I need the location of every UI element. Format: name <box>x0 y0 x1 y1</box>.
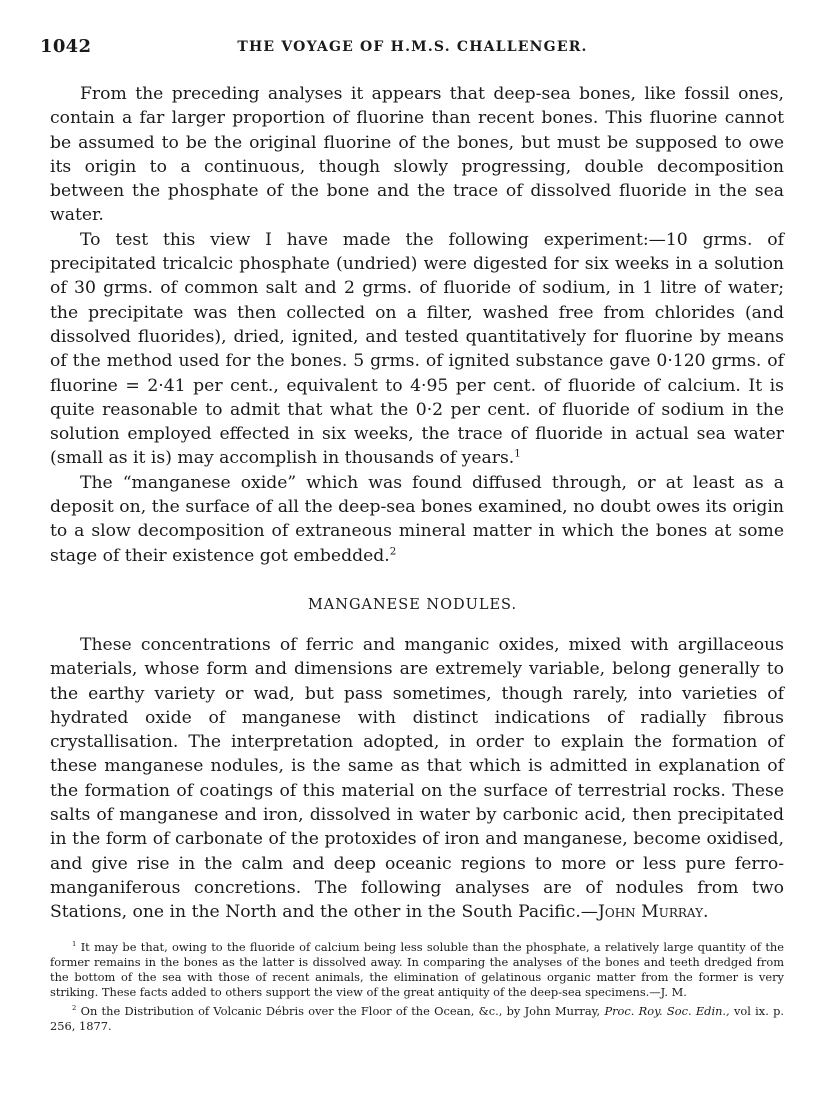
running-title: THE VOYAGE OF H.M.S. CHALLENGER. <box>237 39 588 55</box>
journal-title: Proc. Roy. Soc. Edin., <box>604 1004 730 1019</box>
footnotes <box>50 940 784 1039</box>
page-number: 1042 <box>40 36 92 57</box>
paragraph-manganese-nodules: These concentrations of ferric and manganic oxides, mixed with argillaceous materials, whose form and dimensions are extremely variable, belong generally to the earthy variety or wad, but pass sometimes, though rarely, into varieties of hydrated oxide of manganese with distinct indications of radially fibrous crystallisation. The interpretation adopted, in order to explain the formation of these manganese nodules, is the same as that which is admitted in explanation of the formation of coatings of this material on the surface of terrestrial rocks. These salts of manganese and iron, dissolved in water by carbonic acid, then precipitated in the form of carbonate of the protoxides of iron and manganese, become oxidised, and give rise in the calm and deep oceanic regions to more or less pure ferro-manganiferous concretions. The following analyses are of nodules from two Stations, one in the North and the other in the South Pacific.—John Murray. <box>50 635 784 923</box>
footnote-1: $^1$ It may be that, owing to the fluoride of calcium being less soluble than the phosphate, a relatively large quantity of the former remains in the bones as the latter is dissolved away. In comparing the analyses of the bones and teeth dredged from the bottom of the sea with those of recent animals, the elimination of gelatinous organic matter from the former is very striking. These facts added to others support the view of the great antiquity of the deep-sea specimens.—J. M. <box>50 940 784 1000</box>
page-header <box>40 36 785 66</box>
footnote-marker-2: 2 <box>72 1004 77 1013</box>
body-text <box>50 82 784 568</box>
footnote-ref-1[interactable]: 1 <box>514 447 521 460</box>
author-signature: John Murray. <box>597 902 709 923</box>
footnote-marker-1: 1 <box>72 940 77 949</box>
section-heading: MANGANESE NODULES. <box>307 597 518 613</box>
section-text <box>50 633 784 925</box>
footnote-2: $^2$ On the Distribution of Volcanic Débris over the Floor of the Ocean, &c., by John Murray, Proc. Roy. Soc. Edin., vol ix. p. 256, 1877. <box>50 1004 784 1034</box>
paragraph-manganese-oxide: The “manganese oxide” which was found diffused through, or at least as a deposit on, the surface of all the deep-sea bones examined, no doubt owes its origin to a slow decomposition of extraneous mineral matter in which the bones at some stage of their existence got embedded.$^2$ <box>50 472 784 566</box>
paragraph-experiment: To test this view I have made the following experiment:—10 grms. of precipitated tricalcic phosphate (undried) were digested for six weeks in a solution of 30 grms. of common salt and 2 grms. of fluoride of sodium, in 1 litre of water; the precipitate was then collected on a filter, washed free from chlorides (and dissolved fluorides), dried, ignited, and tested quantitatively for fluorine by means of the method used for the bones. 5 grms. of ignited substance gave 0·120 grms. of fluorine = 2·41 per cent., equivalent to 4·95 per cent. of fluoride of calcium. It is quite reasonable to admit that what the 0·2 per cent. of fluoride of sodium in the solution employed effected in six weeks, the trace of fluoride in actual sea water (small as it is) may accomplish in thousands of years.$^1$ <box>50 229 784 469</box>
footnote-ref-2[interactable]: 2 <box>389 544 397 557</box>
paragraph-fluorine-analysis: From the preceding analyses it appears that deep-sea bones, like fossil ones, contain a far larger proportion of fluorine than recent bones. This fluorine cannot be assumed to be the original fluorine of the bones, but must be supposed to owe its origin to a continuous, though slowly progressing, double decomposition between the phosphate of the bone and the trace of dissolved fluoride in the sea water. <box>50 84 784 226</box>
